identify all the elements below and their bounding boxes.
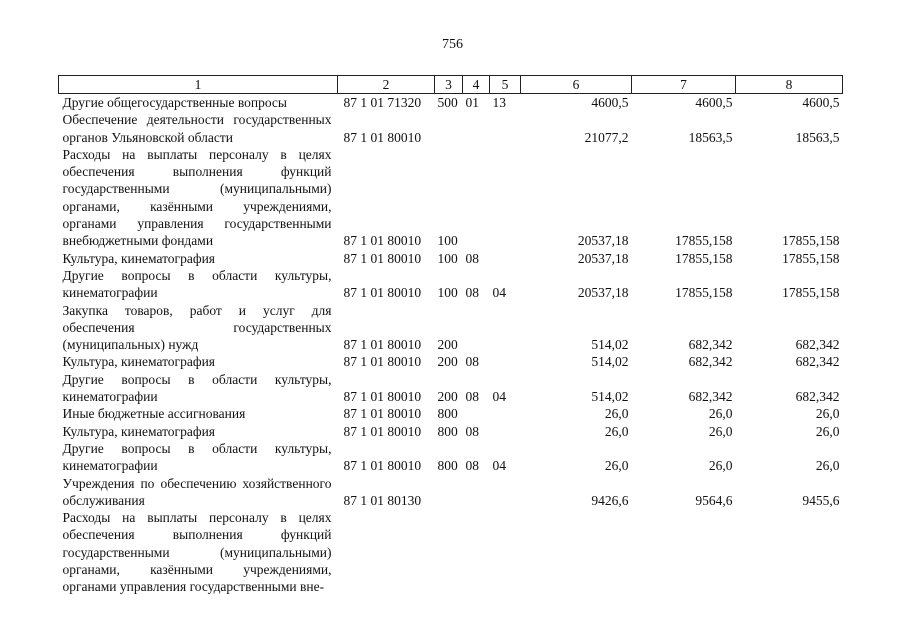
row-pr bbox=[490, 146, 521, 250]
row-name: Иные бюджетные ассигнования bbox=[62, 406, 246, 422]
row-vr: 200 bbox=[437, 389, 458, 405]
row-value-3: 682,342 bbox=[795, 337, 840, 353]
row-rz: 08 bbox=[465, 285, 479, 301]
row-vr bbox=[435, 111, 463, 146]
row-value-2: 4600,5 bbox=[695, 95, 733, 110]
row-code: 87 1 01 80010 bbox=[343, 458, 422, 474]
row-pr bbox=[490, 302, 521, 354]
row-pr: 04 bbox=[492, 389, 506, 405]
row-value-2: 17855,158 bbox=[675, 250, 733, 266]
header-col-8: 8 bbox=[736, 76, 843, 94]
row-name: Другие вопросы в области культуры, кинематографии bbox=[62, 267, 332, 301]
table-row bbox=[59, 94, 843, 112]
row-value-3: 4600,5 bbox=[802, 95, 840, 110]
header-col-5: 5 bbox=[490, 76, 521, 94]
row-vr: 500 bbox=[437, 95, 458, 110]
row-code: 87 1 01 80010 bbox=[343, 129, 422, 145]
table-row bbox=[59, 423, 843, 440]
row-value-2: 26,0 bbox=[708, 458, 733, 474]
table-body bbox=[59, 94, 843, 596]
row-value-1: 20537,18 bbox=[577, 233, 629, 249]
row-name: Другие вопросы в области культуры, кинематографии bbox=[62, 440, 332, 474]
header-col-3: 3 bbox=[435, 76, 463, 94]
row-rz: 08 bbox=[465, 458, 479, 474]
row-value-1: 20537,18 bbox=[577, 250, 629, 266]
row-value-1: 26,0 bbox=[604, 423, 629, 439]
row-code: 87 1 01 80010 bbox=[343, 285, 422, 301]
row-value-2: 682,342 bbox=[688, 354, 733, 370]
row-vr: 800 bbox=[437, 458, 458, 474]
row-name: Другие вопросы в области культуры, кинематографии bbox=[62, 371, 332, 405]
row-rz bbox=[463, 302, 490, 354]
row-value-3: 682,342 bbox=[795, 389, 840, 405]
row-value-3: 17855,158 bbox=[782, 233, 840, 249]
row-rz bbox=[463, 146, 490, 250]
row-value-1: 26,0 bbox=[604, 406, 629, 422]
row-vr: 200 bbox=[437, 337, 458, 353]
table-row bbox=[59, 440, 843, 475]
row-value-2: 682,342 bbox=[688, 337, 733, 353]
row-rz: 08 bbox=[465, 250, 479, 266]
row-rz: 08 bbox=[465, 423, 479, 439]
table-row bbox=[59, 475, 843, 510]
row-code: 87 1 01 80010 bbox=[343, 250, 422, 266]
row-rz bbox=[463, 475, 490, 510]
row-name: Расходы на выплаты персоналу в целях обеспечения выполнения функций государственными (муниципальными) органами, казёнными учреждениями, органами управления государственными внебюджетными фондами bbox=[62, 146, 332, 249]
row-vr bbox=[435, 475, 463, 510]
row-value-2: 18563,5 bbox=[688, 129, 733, 145]
row-name: Учреждения по обеспечению хозяйственного обслуживания bbox=[62, 475, 332, 508]
row-value-2: 682,342 bbox=[688, 389, 733, 405]
header-col-1: 1 bbox=[59, 76, 338, 94]
row-value-3 bbox=[736, 509, 843, 595]
row-value-3: 26,0 bbox=[815, 458, 840, 474]
table-row bbox=[59, 405, 843, 422]
row-vr: 100 bbox=[437, 285, 458, 301]
row-vr: 800 bbox=[437, 423, 458, 439]
table-row bbox=[59, 353, 843, 370]
row-rz: 08 bbox=[465, 354, 479, 370]
row-value-3: 26,0 bbox=[815, 406, 840, 422]
row-value-1: 21077,2 bbox=[584, 129, 629, 145]
row-code bbox=[338, 509, 435, 595]
row-value-1: 514,02 bbox=[591, 354, 629, 370]
row-value-1: 9426,6 bbox=[591, 492, 629, 508]
row-value-1: 514,02 bbox=[591, 389, 629, 405]
row-name: Культура, кинематография bbox=[62, 250, 216, 266]
row-value-3: 26,0 bbox=[815, 423, 840, 439]
row-value-2: 26,0 bbox=[708, 406, 733, 422]
row-name: Другие общегосударственные вопросы bbox=[62, 95, 287, 110]
row-pr bbox=[490, 475, 521, 510]
row-vr bbox=[435, 509, 463, 595]
row-value-3: 18563,5 bbox=[795, 129, 840, 145]
row-value-2: 26,0 bbox=[708, 423, 733, 439]
row-code: 87 1 01 80130 bbox=[343, 492, 422, 508]
page-number: 756 bbox=[442, 37, 463, 52]
row-value-2: 9564,6 bbox=[695, 492, 733, 508]
table-row bbox=[59, 111, 843, 146]
row-rz bbox=[463, 405, 490, 422]
row-code: 87 1 01 80010 bbox=[343, 406, 422, 422]
row-rz bbox=[463, 111, 490, 146]
row-name: Закупка товаров, работ и услуг для обеспечения государственных (муниципальных) нужд bbox=[62, 302, 332, 353]
row-pr: 04 bbox=[492, 458, 506, 474]
row-value-3: 9455,6 bbox=[802, 492, 840, 508]
row-pr bbox=[490, 509, 521, 595]
row-rz: 08 bbox=[465, 389, 479, 405]
header-row bbox=[59, 76, 843, 94]
row-name: Расходы на выплаты персоналу в целях обеспечения выполнения функций государственными (муниципальными) органами, казёнными учреждениями, органами управления государственными вне- bbox=[62, 510, 332, 595]
row-value-1: 514,02 bbox=[591, 337, 629, 353]
row-pr: 13 bbox=[492, 95, 506, 110]
row-value-2: 17855,158 bbox=[675, 233, 733, 249]
row-value-3: 17855,158 bbox=[782, 250, 840, 266]
row-vr: 100 bbox=[437, 233, 458, 249]
row-code: 87 1 01 80010 bbox=[343, 354, 422, 370]
row-pr: 04 bbox=[492, 285, 506, 301]
row-name: Культура, кинематография bbox=[62, 423, 216, 439]
table-row bbox=[59, 250, 843, 267]
table-row bbox=[59, 146, 843, 250]
table-row bbox=[59, 371, 843, 406]
row-pr bbox=[490, 405, 521, 422]
row-vr: 200 bbox=[437, 354, 458, 370]
row-code: 87 1 01 80010 bbox=[343, 389, 422, 405]
header-col-4: 4 bbox=[463, 76, 490, 94]
header-col-6: 6 bbox=[521, 76, 632, 94]
table-row bbox=[59, 302, 843, 354]
row-vr: 800 bbox=[437, 406, 458, 422]
row-code: 87 1 01 80010 bbox=[343, 337, 422, 353]
row-code: 87 1 01 80010 bbox=[343, 423, 422, 439]
row-vr: 100 bbox=[437, 250, 458, 266]
row-value-2: 17855,158 bbox=[675, 285, 733, 301]
row-value-1 bbox=[521, 509, 632, 595]
row-rz: 01 bbox=[465, 95, 479, 110]
row-value-1: 26,0 bbox=[604, 458, 629, 474]
row-value-3: 682,342 bbox=[795, 354, 840, 370]
row-value-2 bbox=[632, 509, 736, 595]
row-name: Обеспечение деятельности государственных органов Ульяновской области bbox=[62, 112, 332, 145]
row-value-3: 17855,158 bbox=[782, 285, 840, 301]
row-rz bbox=[463, 509, 490, 595]
row-code: 87 1 01 80010 bbox=[343, 233, 422, 249]
row-name: Культура, кинематография bbox=[62, 354, 216, 370]
row-value-1: 20537,18 bbox=[577, 285, 629, 301]
header-col-7: 7 bbox=[632, 76, 736, 94]
row-code: 87 1 01 71320 bbox=[343, 95, 422, 110]
row-pr bbox=[490, 250, 521, 267]
header-col-2: 2 bbox=[338, 76, 435, 94]
table-row bbox=[59, 267, 843, 302]
budget-table bbox=[58, 75, 843, 596]
row-pr bbox=[490, 111, 521, 146]
row-value-1: 4600,5 bbox=[591, 95, 629, 110]
row-pr bbox=[490, 353, 521, 370]
row-pr bbox=[490, 423, 521, 440]
table-row bbox=[59, 509, 843, 595]
